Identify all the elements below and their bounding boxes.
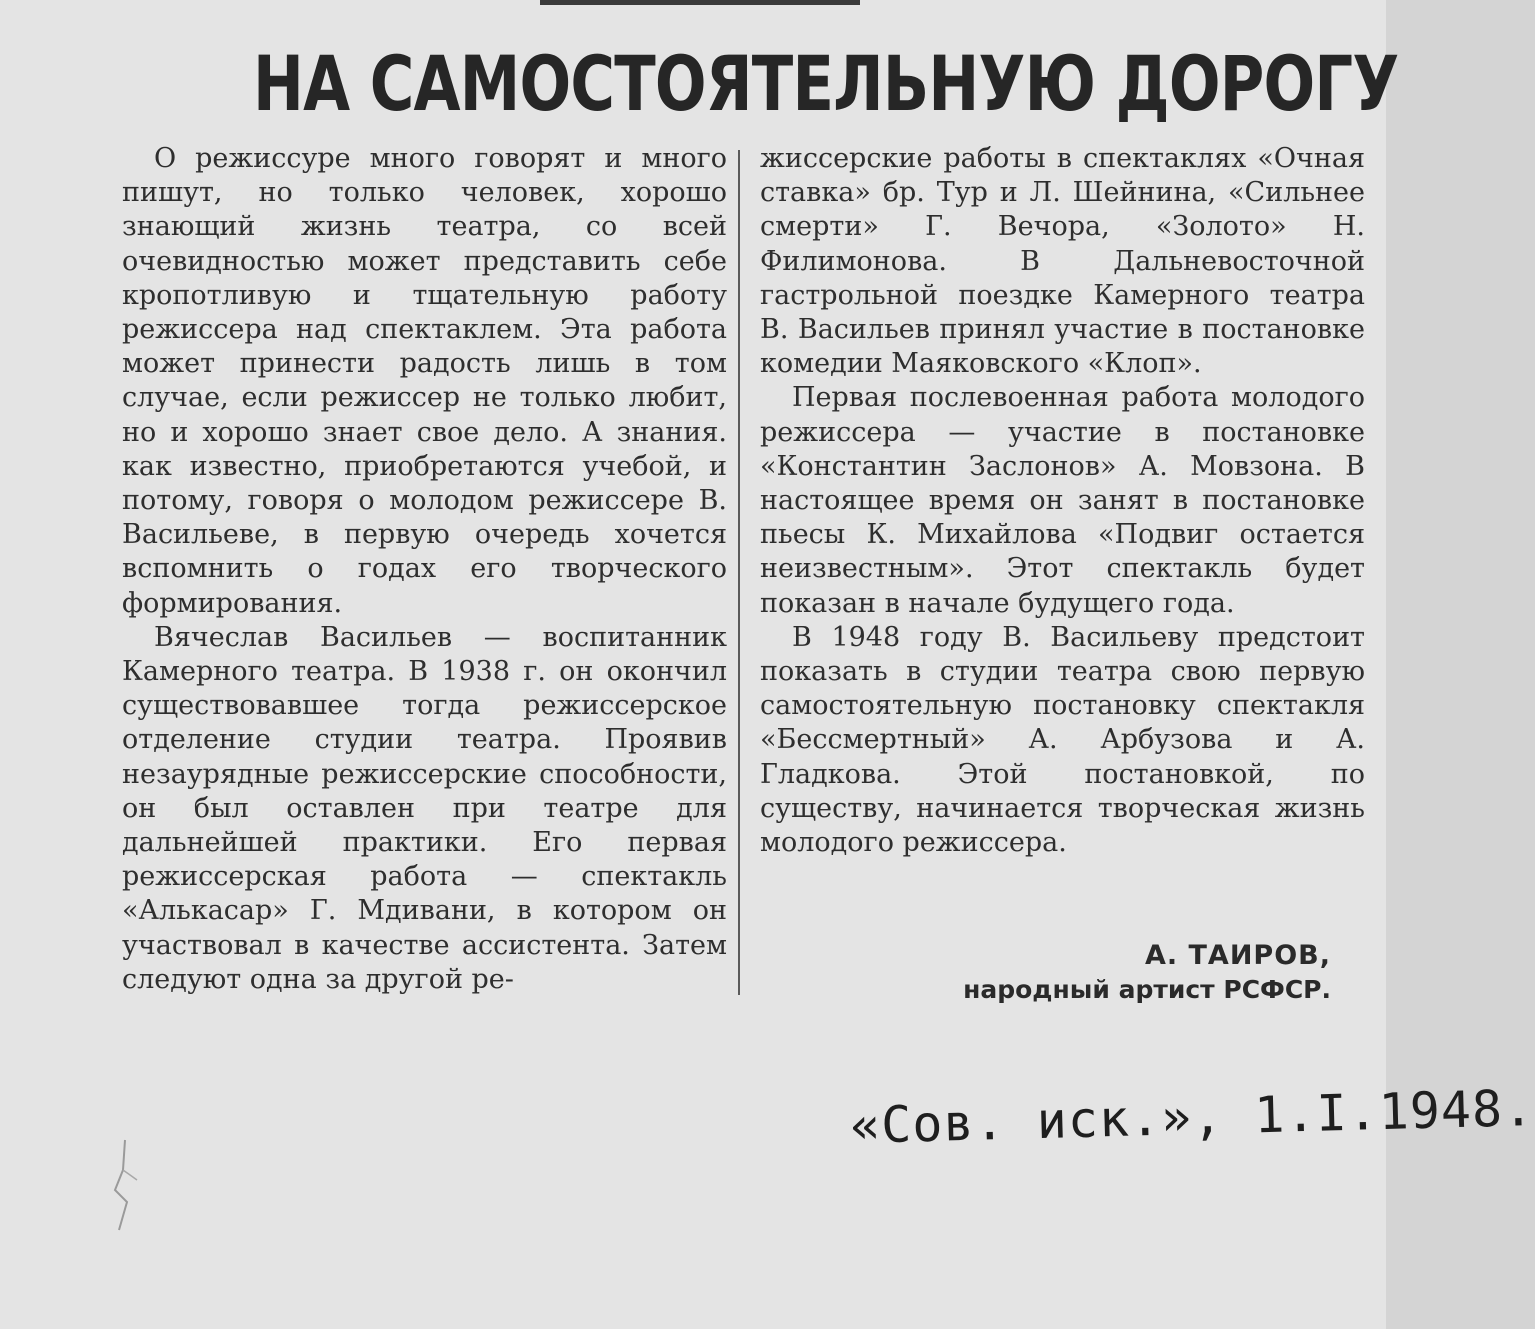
article-paragraph: В 1948 году В. Васильеву предстоит показать в студии театра свою первую самостоятельную постановку спектакля «Бессмертный» А. Арбузова и А. Гладкова. Этой постановкой, по существу, начинается творческая жизнь молодого режиссера. bbox=[760, 621, 1365, 859]
handwritten-source-note: «Сов. иск.», 1.I.1948. bbox=[849, 1079, 1535, 1155]
author-name: А. ТАИРОВ, bbox=[1144, 940, 1331, 971]
article-column-right bbox=[760, 142, 1365, 860]
clipping-top-edge bbox=[540, 0, 860, 5]
author-title: народный артист РСФСР. bbox=[963, 975, 1331, 1004]
article-paragraph: Вячеслав Васильев — воспитанник Камерного театра. В 1938 г. он окончил существовавшее тогда режиссерское отделение студии театра. Проявив незаурядные режиссерские способности, он был оставлен при театре для дальнейшей практики. Его первая режиссерская работа — спектакль «Алькасар» Г. Мдивани, в котором он участвовал в качестве ассистента. Затем следуют одна за другой ре- bbox=[122, 621, 727, 995]
column-divider bbox=[738, 150, 740, 995]
article-paragraph: Первая послевоенная работа молодого режиссера — участие в постановке «Константин Заслонов» А. Мовзона. В настоящее время он занят в постановке пьесы К. Михайлова «Подвиг остается неизвестным». Этот спектакль будет показан в начале будущего года. bbox=[760, 382, 1365, 619]
paper-crease-mark bbox=[105, 1140, 145, 1230]
article-paragraph: О режиссуре много говорят и много пишут, но только человек, хорошо знающий жизнь театра, со всей очевидностью может представить себе кропотливую и тщательную работу режиссера над спектаклем. Эта работа может принести радость лишь в том случае, если режиссер не только любит, но и хорошо знает свое дело. А знания. как известно, приобретаются учебой, и потому, говоря о молодом режиссере В. Васильеве, в первую очередь хочется вспомнить о годах его творческого формирования. bbox=[122, 143, 727, 619]
article-column-left bbox=[122, 142, 727, 997]
article-paragraph: жиссерские работы в спектаклях «Очная ставка» бр. Тур и Л. Шейнина, «Сильнее смерти» Г. Вечора, «Золото» Н. Филимонова. В Дальневосточной гастрольной поездке Камерного театра В. Васильев принял участие в постановке комедии Маяковского «Клоп». bbox=[760, 143, 1365, 380]
article-headline: НА САМОСТОЯТЕЛЬНУЮ ДОРОГУ bbox=[253, 39, 1399, 128]
